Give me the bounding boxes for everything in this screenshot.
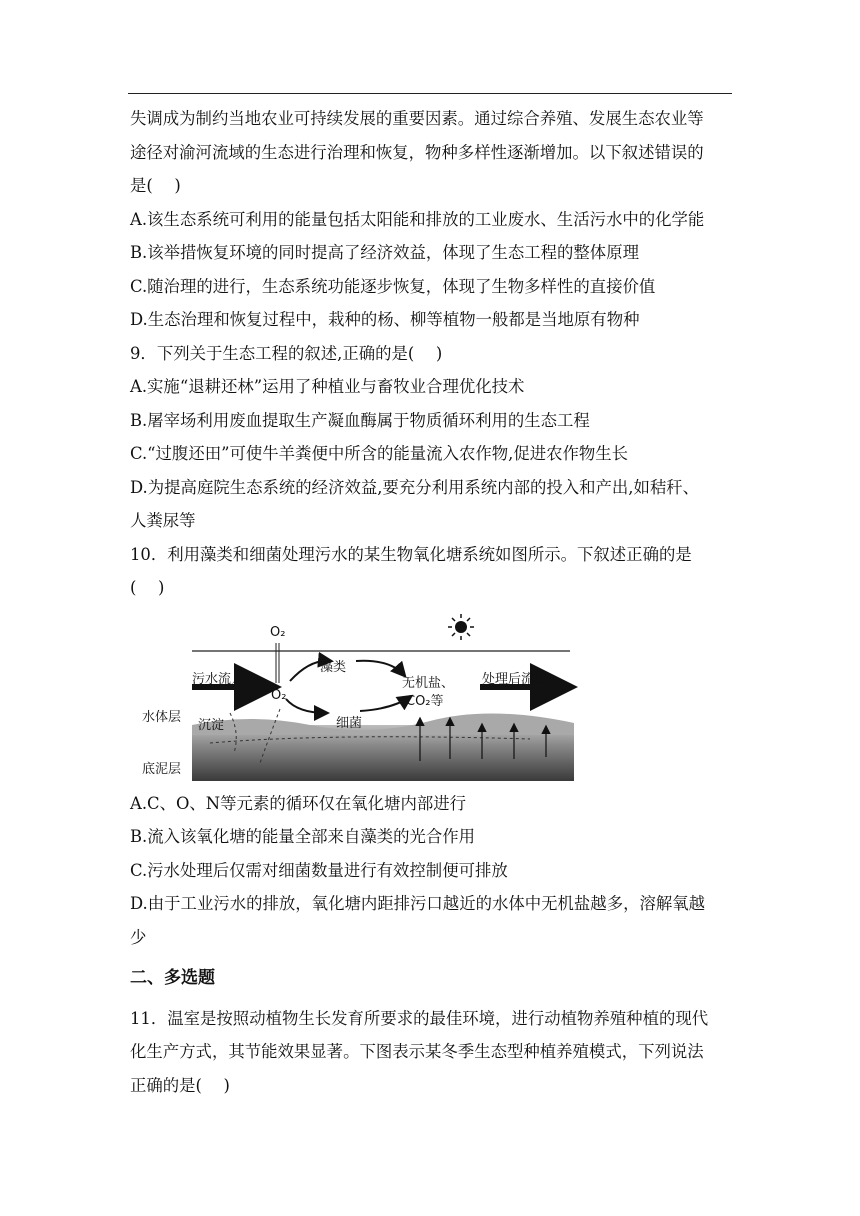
- text-line: 化生产方式，其节能效果显著。下图表示某冬季生态型种植养殖模式，下列说法: [130, 1042, 704, 1061]
- text-line: 失调成为制约当地农业可持续发展的重要因素。通过综合养殖、发展生态农业等: [130, 109, 704, 128]
- option-a-q10: A.C、O、N等元素的循环仅在氧化塘内部进行: [130, 793, 467, 813]
- outflow-label: 处理后流出: [482, 671, 548, 687]
- question-11: 11．温室是按照动植物生长发育所要求的最佳环境，进行动植物养殖种植的现代: [130, 1008, 709, 1028]
- oxidation-pond-figure: [130, 613, 590, 781]
- pond-diagram: [130, 613, 590, 781]
- option-d-q10: D.由于工业污水的排放，氧化塘内距排污口越近的水体中无机盐越多，溶解氧越: [130, 894, 706, 913]
- salts-label-2: CO₂等: [406, 693, 444, 709]
- algae-label: 藻类: [320, 659, 347, 675]
- header-rule: [128, 93, 732, 94]
- sediment-label: 沉淀: [198, 717, 225, 733]
- question-10: 10．利用藻类和细菌处理污水的某生物氧化塘系统如图所示。下叙述正确的是: [130, 544, 692, 564]
- option-d-q8: D.生态治理和恢复过程中，栽种的杨、柳等植物一般都是当地原有物种: [130, 310, 640, 329]
- mud-layer-label: 底泥层: [142, 761, 182, 777]
- option-a-q9: A.实施“退耕还林”运用了种植业与畜牧业合理优化技术: [130, 377, 525, 396]
- o2-center-label: O₂: [271, 687, 287, 703]
- option-b-q10: B.流入该氧化塘的能量全部来自藻类的光合作用: [130, 827, 476, 846]
- option-b-q9: B.屠宰场利用废血提取生产凝血酶属于物质循环利用的生态工程: [130, 410, 590, 430]
- section-heading: 二、多选题: [130, 968, 215, 988]
- text-line: 人粪尿等: [130, 511, 196, 530]
- o2-release-label: O₂: [270, 624, 286, 640]
- water-layer-label: 水体层: [142, 709, 182, 725]
- bacteria-label: 细菌: [336, 715, 363, 731]
- question-9: 9．下列关于生态工程的叙述,正确的是( ): [130, 343, 443, 363]
- option-a-q8: A.该生态系统可利用的能量包括太阳能和排放的工业废水、生活污水中的化学能: [130, 209, 705, 229]
- text-line: 正确的是( ): [130, 1075, 230, 1095]
- option-b-q8: B.该举措恢复环境的同时提高了经济效益，体现了生态工程的整体原理: [130, 243, 639, 262]
- option-c-q9: C.“过腹还田”可使牛羊粪便中所含的能量流入农作物,促进农作物生长: [130, 444, 629, 463]
- sun-icon: [448, 614, 474, 640]
- text-line: 少: [130, 927, 147, 947]
- text-line: ( ): [130, 578, 165, 597]
- inflow-label: 污水流入: [192, 671, 245, 687]
- salts-label-1: 无机盐、: [402, 675, 455, 691]
- text-line: 途径对渝河流域的生态进行治理和恢复，物种多样性逐渐增加。以下叙述错误的: [130, 142, 704, 162]
- option-c-q8: C.随治理的进行，生态系统功能逐步恢复，体现了生物多样性的直接价值: [130, 276, 656, 296]
- document-body: [130, 102, 734, 1102]
- text-line: 是( ): [130, 176, 181, 195]
- option-d-q9: D.为提高庭院生态系统的经济效益,要充分利用系统内部的投入和产出,如秸秆、: [130, 477, 700, 497]
- option-c-q10: C.污水处理后仅需对细菌数量进行有效控制便可排放: [130, 860, 508, 880]
